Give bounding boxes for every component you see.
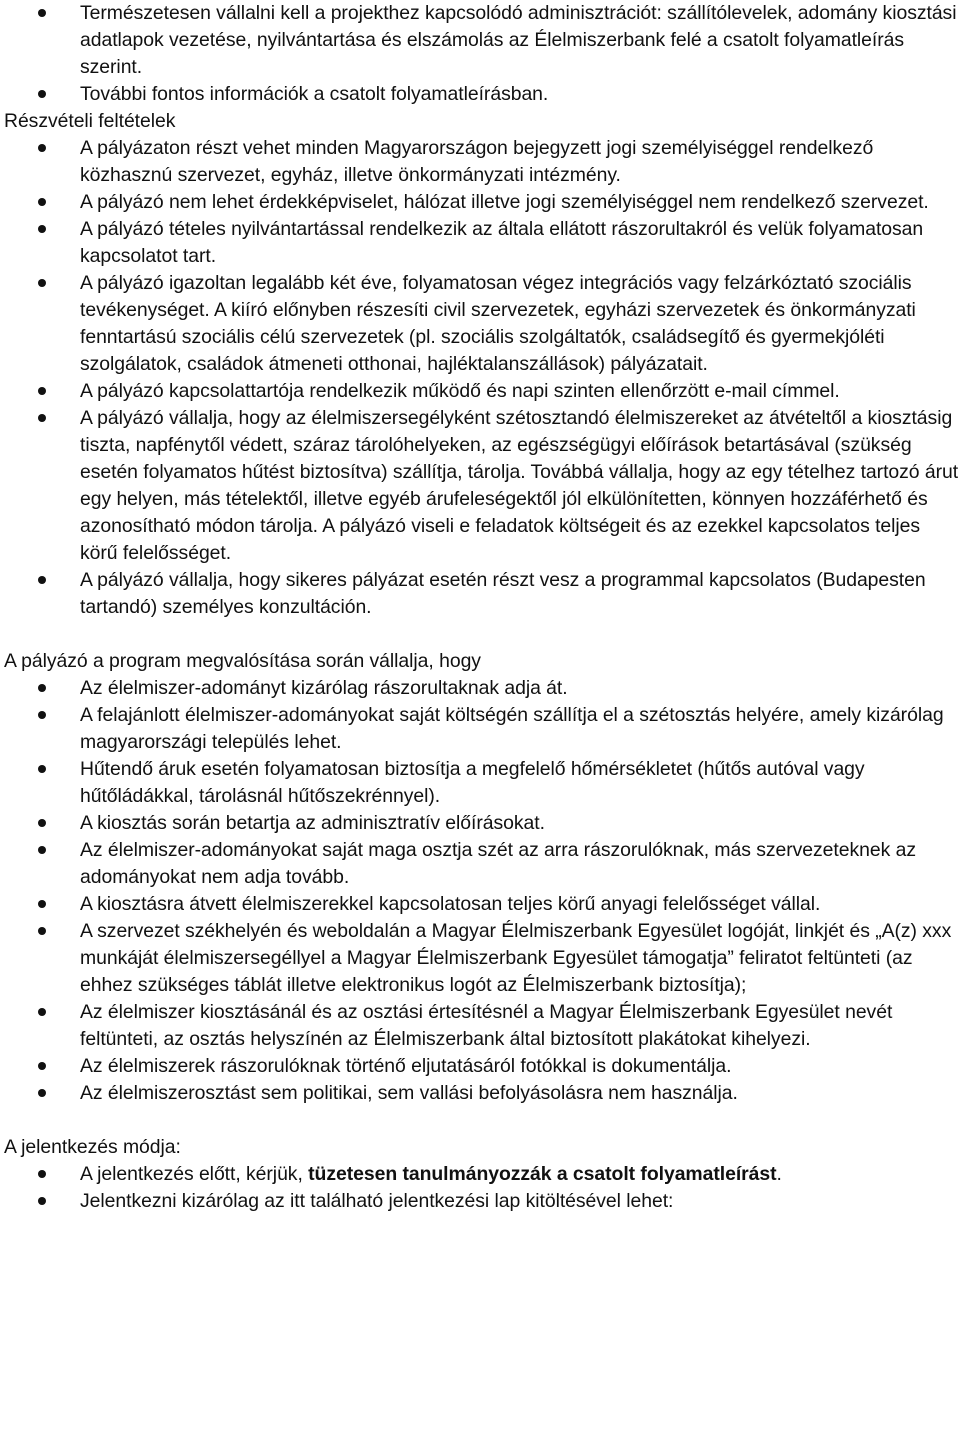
section-heading-application: A jelentkezés módja: [4, 1136, 181, 1158]
section-heading-obligations: A pályázó a program megvalósítása során vállalja, hogy [4, 650, 481, 672]
list-item: A pályázó igazoltan legalább két éve, folyamatosan végez integrációs vagy felzárkóztató szociális tevékenységet. A kiíró előnyben részesíti civil szervezetek, egyházi szervezetek és önkormányzati fenntartású szociális célú szervezetek (pl. szociális szolgáltatók, családsegítő és gyermekjóléti szolgálatok, családok átmeneti otthonai, hajléktalanszállások) pályázatait. [4, 270, 960, 378]
list-item [4, 1161, 960, 1188]
list-item: A pályázó nem lehet érdekképviselet, hálózat illetve jogi személyiséggel nem rendelkező szervezet. [4, 189, 960, 216]
list-item: A felajánlott élelmiszer-adományokat saját költségén szállítja el a szétosztás helyére, amely kizárólag magyarországi település lehet. [4, 702, 960, 756]
obligations-list [4, 675, 960, 1107]
application-list [4, 1161, 960, 1215]
list-item: A pályázó tételes nyilvántartással rendelkezik az általa ellátott rászorultakról és velük folyamatosan kapcsolatot tart. [4, 216, 960, 270]
list-item: A kiosztásra átvett élelmiszerekkel kapcsolatosan teljes körű anyagi felelősséget vállal. [4, 891, 960, 918]
list-item: A pályázó vállalja, hogy sikeres pályázat esetén részt vesz a programmal kapcsolatos (Budapesten tartandó) személyes konzultáción. [4, 567, 960, 621]
spacer [4, 1107, 960, 1134]
participation-list [4, 135, 960, 621]
list-item: A kiosztás során betartja az adminisztratív előírásokat. [4, 810, 960, 837]
list-item: Az élelmiszer-adományt kizárólag rászorultaknak adja át. [4, 675, 960, 702]
list-item: Az élelmiszerosztást sem politikai, sem vallási befolyásolásra nem használja. [4, 1080, 960, 1107]
section-heading-participation: Részvételi feltételek [4, 110, 176, 132]
list-item: Jelentkezni kizárólag az itt található jelentkezési lap kitöltésével lehet: [4, 1188, 960, 1215]
list-item: Az élelmiszerek rászorulóknak történő eljutatásáról fotókkal is dokumentálja. [4, 1053, 960, 1080]
intro-list [4, 0, 960, 108]
list-item: A pályázó kapcsolattartója rendelkezik működő és napi szinten ellenőrzött e-mail címmel. [4, 378, 960, 405]
item-text: A jelentkezés előtt, kérjük, [80, 1163, 309, 1185]
list-item: A pályázó vállalja, hogy az élelmiszersegélyként szétosztandó élelmiszereket az átvételtől a kiosztásig tiszta, napfénytől védett, száraz tárolóhelyeken, az egészségügyi előírások betartásával (szükség esetén folyamatos hűtést biztosítva) szállítja, tárolja. Továbbá vállalja, hogy az egy tételhez tartozó árut egy helyen, más tételektől, illetve egyéb árufeleségektől jól elkülönítetten, könnyen hozzáférhető és azonosítható módon tárolja. A pályázó viseli e feladatok költségeit és az ezekkel kapcsolatos teljes körű felelősséget. [4, 405, 960, 567]
list-item: A szervezet székhelyén és weboldalán a Magyar Élelmiszerbank Egyesület logóját, linkjét és „A(z) xxx munkáját élelmiszersegéllyel a Magyar Élelmiszerbank Egyesület támogatja” feliratot feltünteti (az ehhez szükséges táblát illetve elektronikus logót az Élelmiszerbank biztosítja); [4, 918, 960, 999]
list-item: A pályázaton részt vehet minden Magyarországon bejegyzett jogi személyiséggel rendelkező közhasznú szervezet, egyház, illetve önkormányzati intézmény. [4, 135, 960, 189]
list-item: További fontos információk a csatolt folyamatleírásban. [4, 81, 960, 108]
list-item: Az élelmiszer kiosztásánál és az osztási értesítésnél a Magyar Élelmiszerbank Egyesület nevét feltünteti, az osztás helyszínén az Élelmiszerbank által biztosított plakátokat kihelyezi. [4, 999, 960, 1053]
list-item: Természetesen vállalni kell a projekthez kapcsolódó adminisztrációt: szállítólevelek, adomány kiosztási adatlapok vezetése, nyilvántartása és elszámolás az Élelmiszerbank felé a csatolt folyamatleírás szerint. [4, 0, 960, 81]
item-text-end: . [776, 1163, 782, 1185]
emphasis-text: tüzetesen tanulmányozzák a csatolt folyamatleírást [308, 1163, 777, 1185]
list-item: Hűtendő áruk esetén folyamatosan biztosítja a megfelelő hőmérsékletet (hűtős autóval vagy hűtőládákkal, tárolásnál hűtőszekrénnyel). [4, 756, 960, 810]
spacer [4, 621, 960, 648]
list-item: Az élelmiszer-adományokat saját maga osztja szét az arra rászorulóknak, más szervezeteknek az adományokat nem adja tovább. [4, 837, 960, 891]
